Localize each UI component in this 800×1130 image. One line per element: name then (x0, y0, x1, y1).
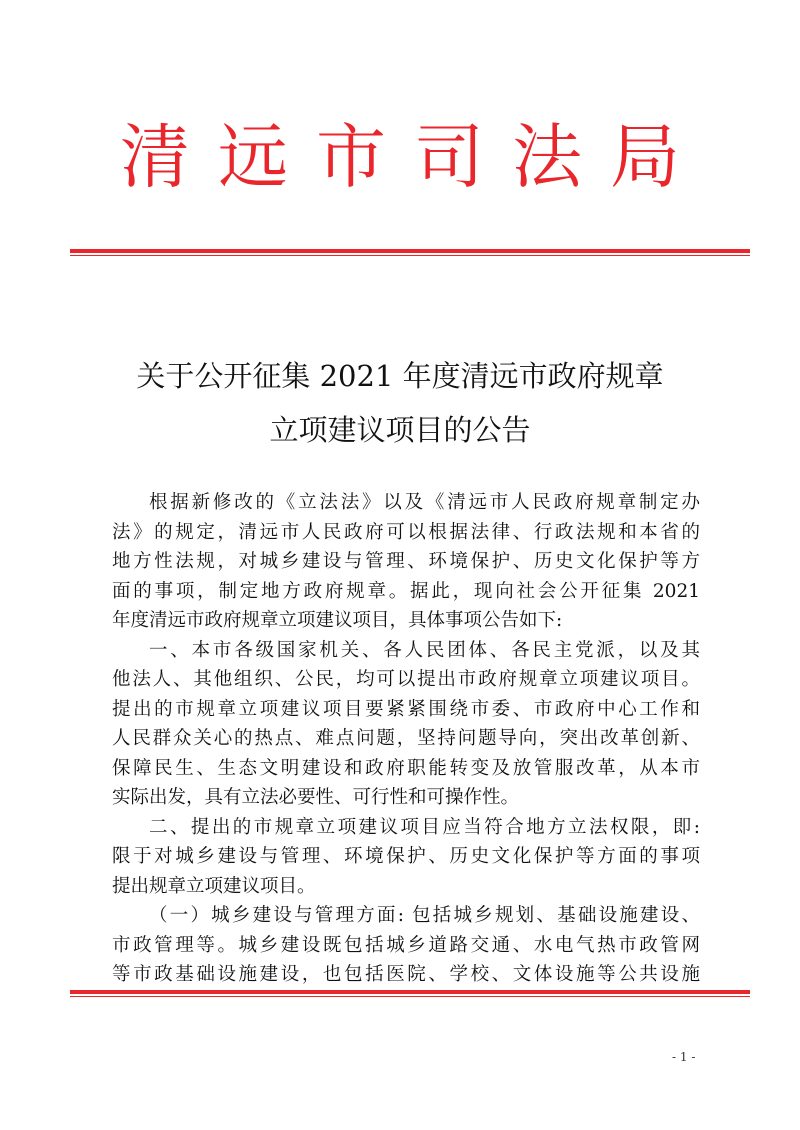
body-line: 根据新修改的《立法法》以及《清远市人民政府规章制定办 (149, 492, 700, 513)
letterhead-title: 清远市司法局 (120, 116, 708, 198)
body-line: 年度清远市政府规章立项建议项目，具体事项公告如下: (112, 610, 563, 631)
body-line: 二、提出的市规章立项建议项目应当符合地方立法权限，即: (149, 816, 700, 838)
body-line: 地方性法规，对城乡建设与管理、环境保护、历史文化保护等方 (112, 551, 700, 572)
body-line: （一）城乡建设与管理方面: 包括城乡规划、基础设施建设、 (149, 905, 700, 926)
body-line: 法》的规定，清远市人民政府可以根据法律、行政法规和本省的 (112, 521, 700, 543)
body-line: 面的事项，制定地方政府规章。据此，现向社会公开征集 2021 (112, 580, 700, 602)
divider-thin-line (70, 996, 750, 997)
body-line: 人民群众关心的热点、难点问题，坚持问题导向，突出改革创新、 (112, 728, 700, 749)
document-title-line-2: 立项建议项目的公告 (269, 413, 531, 447)
body-line: 实际出发，具有立法必要性、可行性和可操作性。 (112, 787, 520, 808)
divider-thin-line (70, 255, 750, 256)
body-line: 等市政基础设施建设，也包括医院、学校、文体设施等公共设施 (112, 964, 700, 985)
body-line: 提出的市规章立项建议项目要紧紧围绕市委、市政府中心工作和 (112, 698, 700, 720)
body-line: 他法人、其他组织、公民，均可以提出市政府规章立项建议项目。 (112, 669, 700, 690)
body-line: 市政管理等。城乡建设既包括城乡道路交通、水电气热市政管网 (112, 934, 700, 956)
body-line: 保障民生、生态文明建设和政府职能转变及放管服改革，从本市 (112, 757, 700, 779)
page-divider-bottom (70, 990, 750, 997)
divider-thick-line (70, 990, 750, 994)
divider-thick-line (70, 249, 750, 253)
document-body (112, 488, 700, 990)
letterhead-divider-top (70, 249, 750, 256)
page-number: - 1 - (672, 1050, 696, 1064)
body-line: 限于对城乡建设与管理、环境保护、历史文化保护等方面的事项 (112, 846, 700, 867)
body-line: 一、本市各级国家机关、各人民团体、各民主党派，以及其 (149, 639, 700, 661)
body-line: 提出规章立项建议项目。 (112, 875, 316, 897)
document-title-line-1: 关于公开征集 2021 年度清远市政府规章 (136, 359, 664, 393)
